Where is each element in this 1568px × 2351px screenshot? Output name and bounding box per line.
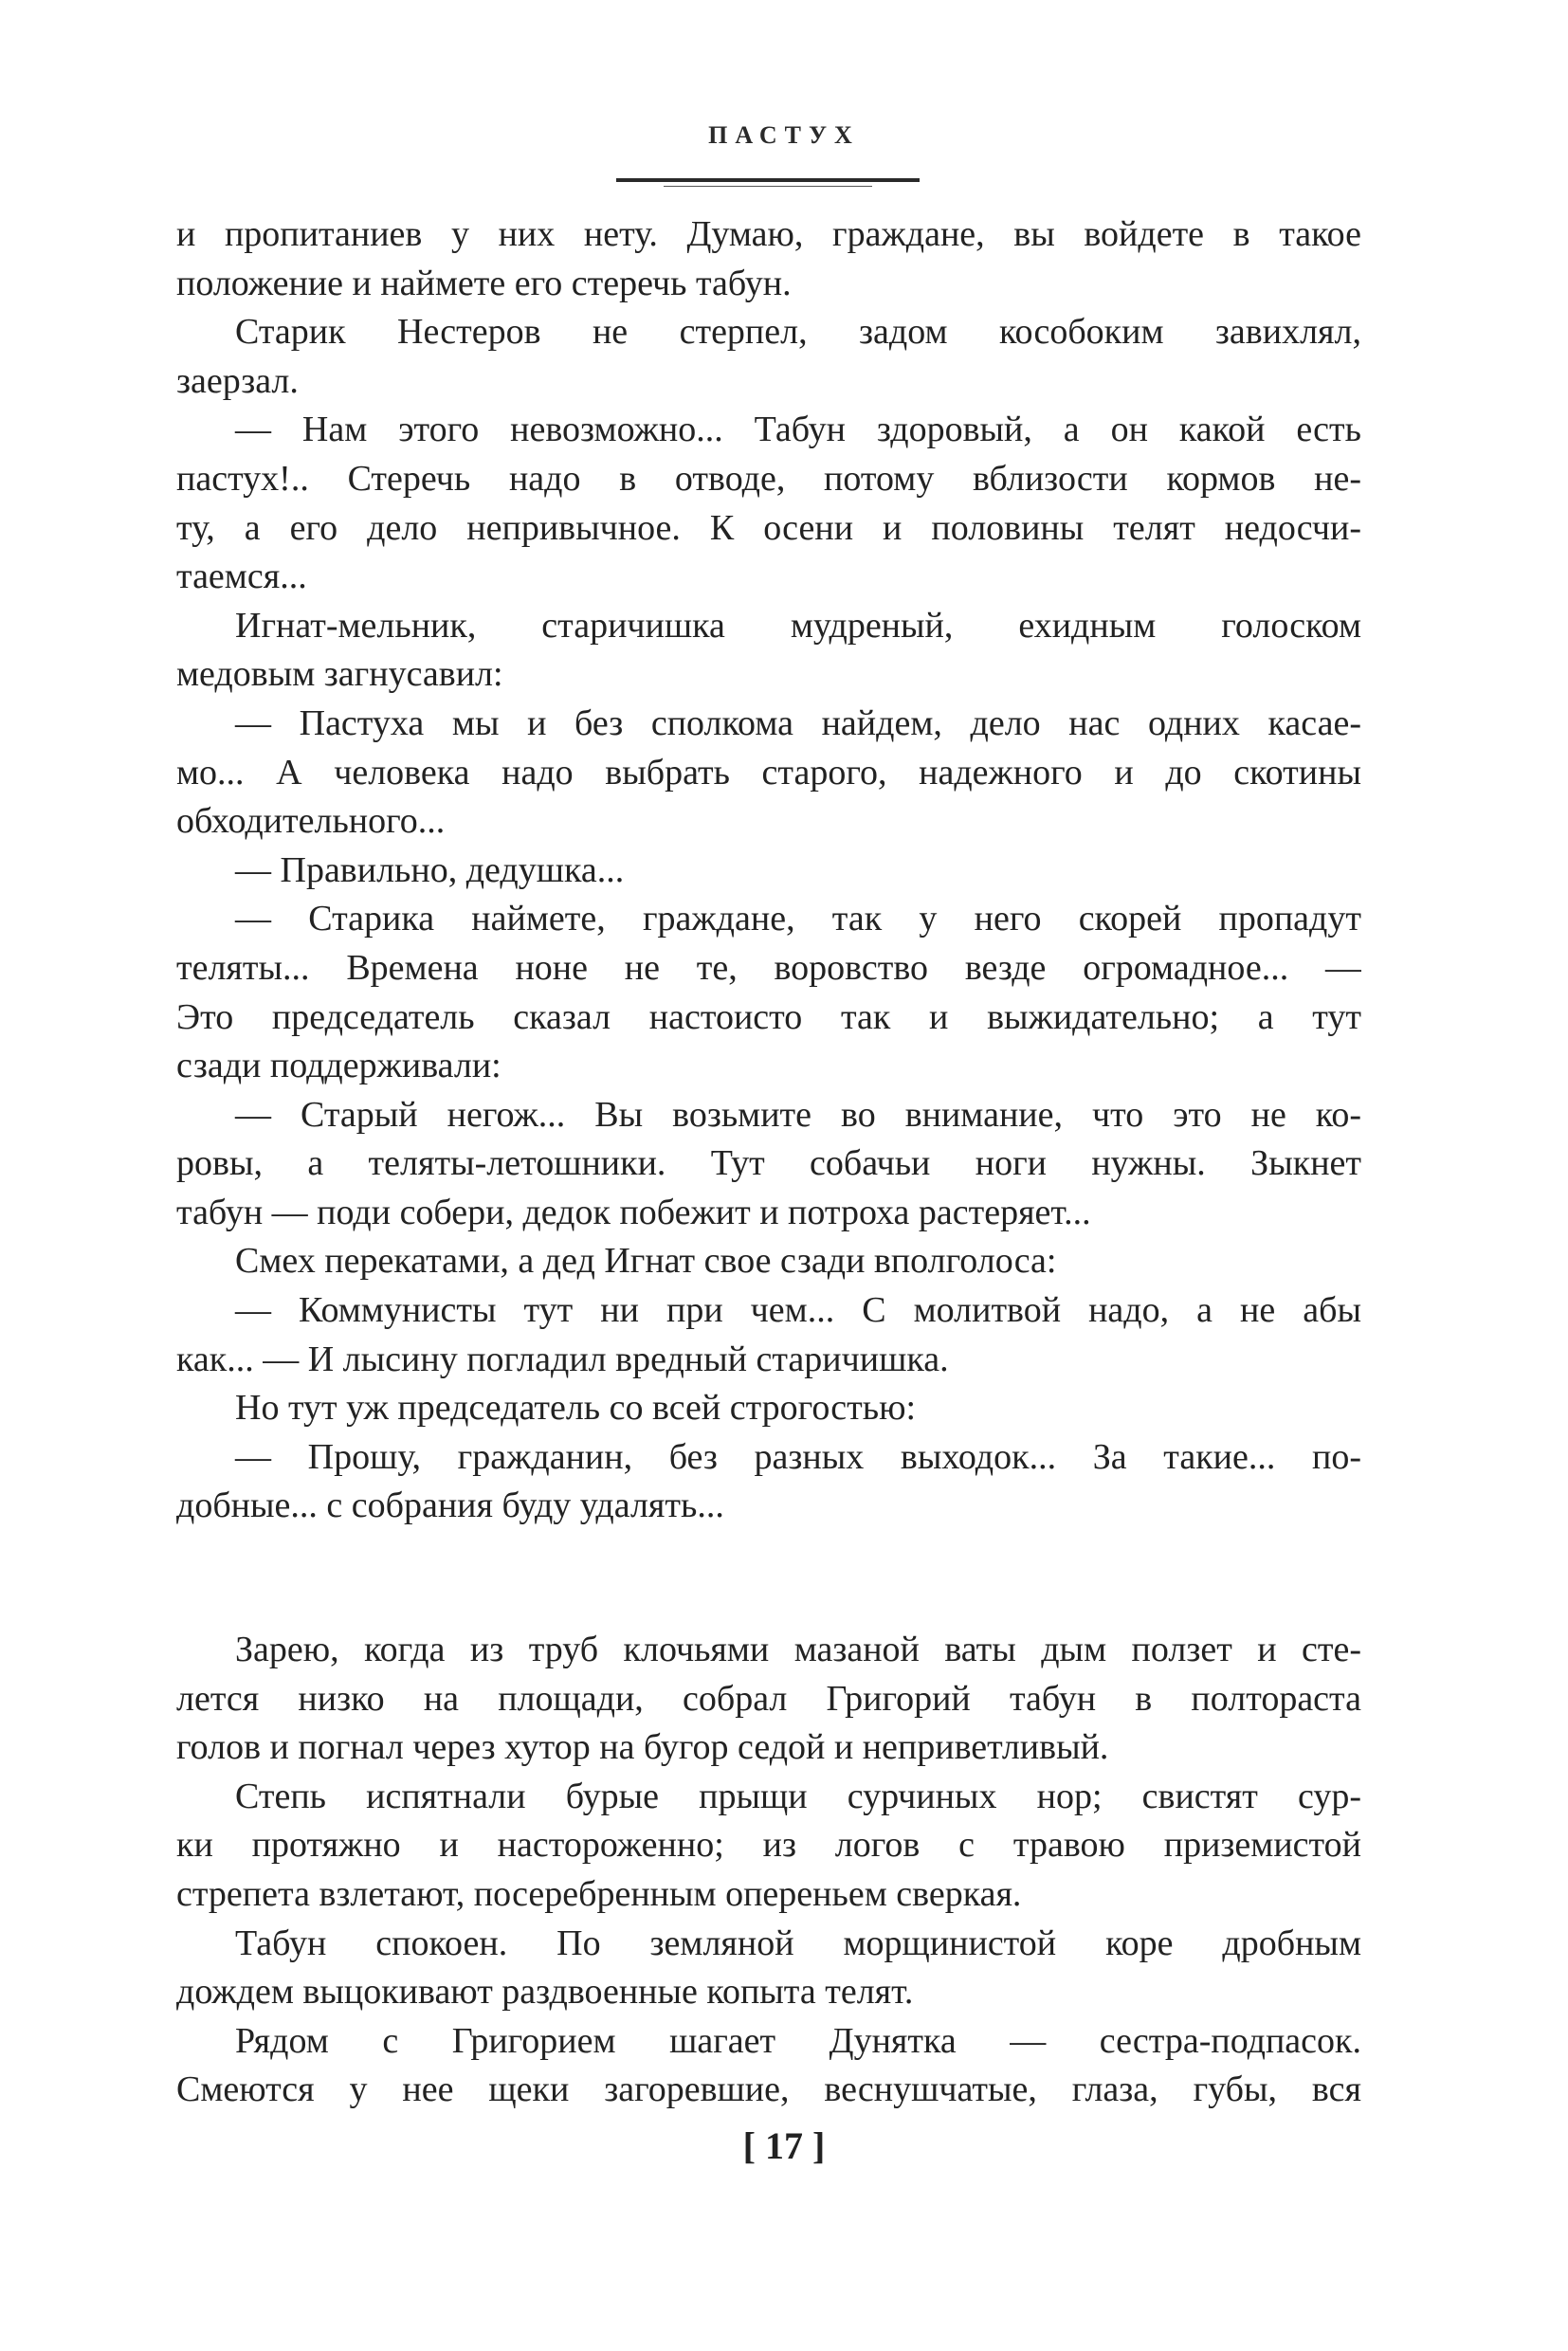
text-line: пастух!.. Стеречь надо в отводе, потому вблизости кормов не- <box>176 458 1361 499</box>
header-rule <box>616 178 920 182</box>
text-line: ровы, а теляты-летошники. Тут собачьи ноги нужны. Зыкнет <box>176 1143 1361 1184</box>
text-line: Смех перекатами, а дед Игнат свое сзади вполголоса: <box>235 1241 1057 1282</box>
text-line: стрепета взлетают, посеребренным опереньем сверкая. <box>176 1874 1022 1914</box>
text-line: Но тут уж председатель со всей строгостью: <box>235 1388 917 1429</box>
text-line: Это председатель сказал настоисто так и выжидательно; а тут <box>176 996 1361 1037</box>
header-rule-thin <box>664 186 872 187</box>
text-line: заерзал. <box>176 360 299 401</box>
text-line: таемся... <box>176 556 307 597</box>
text-block-dialogue <box>176 210 1361 1531</box>
text-line: ки протяжно и настороженно; из логов с травою приземистой <box>176 1825 1361 1866</box>
text-line: добные... с собрания буду удалять... <box>176 1485 724 1526</box>
text-line: ту, а его дело непривычное. К осени и половины телят недосчи- <box>176 507 1361 548</box>
text-line: Смеются у нее щеки загоревшие, веснушчатые, глаза, губы, вся <box>176 2069 1361 2110</box>
text-line: — Пастуха мы и без сполкома найдем, дело нас одних касае- <box>235 702 1361 743</box>
text-line: — Коммунисты тут ни при чем... С молитвой надо, а не абы <box>235 1290 1361 1331</box>
text-line: сзади поддерживали: <box>176 1046 501 1086</box>
text-line: и пропитаниев у них нету. Думаю, граждане, вы войдете в такое <box>176 214 1361 254</box>
text-line: Игнат-мельник, старичишка мудреный, ехидным голоском <box>235 605 1361 646</box>
text-line: — Нам этого невозможно... Табун здоровый, а он какой есть <box>235 410 1361 450</box>
text-line: Старик Нестеров не стерпел, задом кособоким завихлял, <box>235 312 1361 353</box>
section-break <box>176 1531 1361 1626</box>
text-line: Степь испятнали бурые прыщи сурчиных нор; свистят сур- <box>235 1776 1361 1816</box>
text-line: Рядом с Григорием шагает Дунятка — сестра-подпасок. <box>235 2020 1361 2061</box>
text-line: медовым загнусавил: <box>176 654 503 695</box>
text-line: — Старика наймете, граждане, так у него скорей пропадут <box>235 899 1361 939</box>
page-number: [ 17 ] <box>742 2124 826 2167</box>
body-text <box>176 210 1361 2115</box>
text-line: — Старый негож... Вы возьмите во внимание, что это не ко- <box>235 1094 1361 1135</box>
text-line: мо... А человека надо выбрать старого, надежного и до скотины <box>176 752 1361 793</box>
text-block-narrative <box>176 1626 1361 2115</box>
text-line: теляты... Времена ноне не те, воровство везде огромадное... — <box>176 947 1361 988</box>
text-line: дождем выцокивают раздвоенные копыта телят. <box>176 1972 914 2013</box>
text-line: Зарею, когда из труб клочьями мазаной ваты дым ползет и сте- <box>235 1630 1361 1670</box>
text-line: обходительного... <box>176 801 446 842</box>
text-line: лется низко на площади, собрал Григорий табун в полтораста <box>176 1678 1361 1719</box>
text-line: положение и наймете его стеречь табун. <box>176 263 792 303</box>
text-line: табун — поди собери, дедок побежит и потроха растеряет... <box>176 1192 1091 1232</box>
text-line: как... — И лысину погладил вредный старичишка. <box>176 1339 949 1379</box>
text-line: голов и погнал через хутор на бугор седой и неприветливый. <box>176 1727 1109 1768</box>
text-line: — Прошу, гражданин, без разных выходок... За такие... по- <box>235 1436 1361 1477</box>
running-head: ПАСТУХ <box>708 121 860 149</box>
text-line: Табун спокоен. По земляной морщинистой коре дробным <box>235 1923 1361 1963</box>
text-line: — Правильно, дедушка... <box>235 849 625 890</box>
